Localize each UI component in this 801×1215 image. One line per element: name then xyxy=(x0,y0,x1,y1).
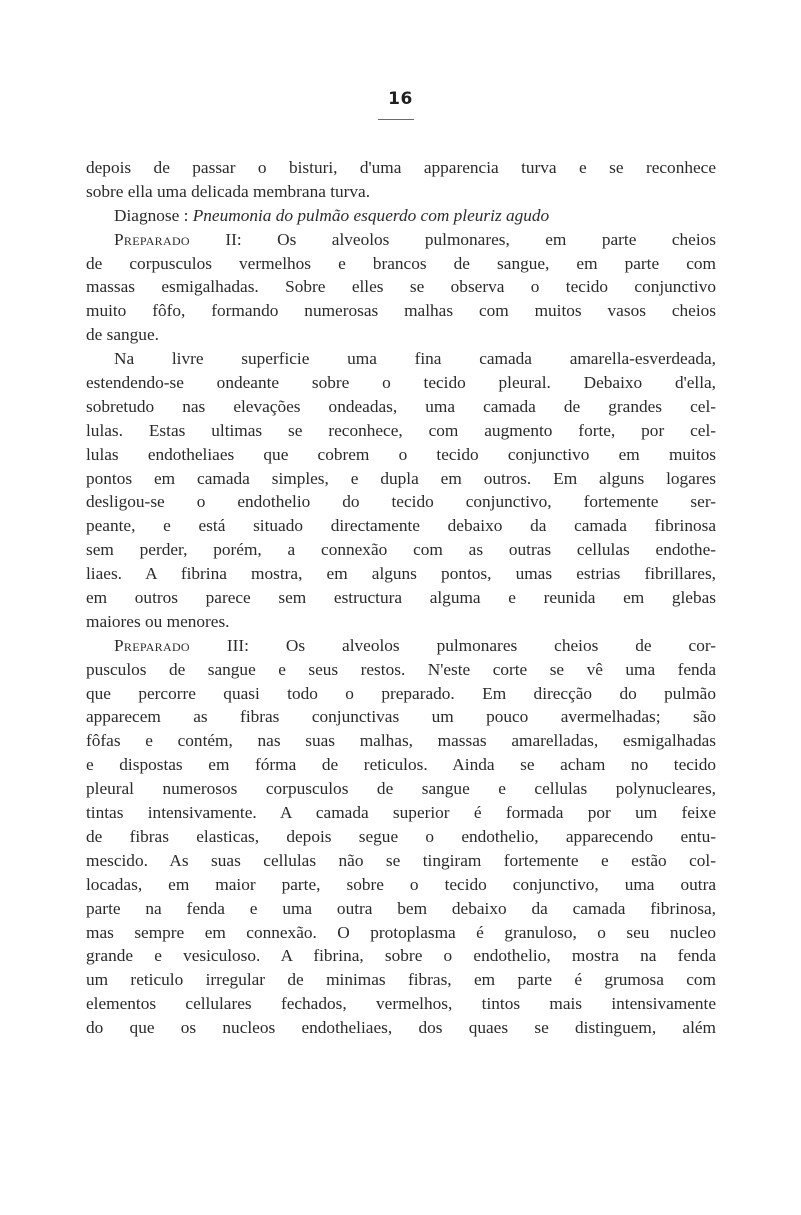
text-line: grande e vesiculoso. A fibrina, sobre o endothelio, mostra na fenda xyxy=(86,946,716,966)
text-line: estendendo-se ondeante sobre o tecido pleural. Debaixo d'ella, xyxy=(86,373,716,393)
text-line: de corpusculos vermelhos e brancos de sangue, em parte com xyxy=(86,253,716,273)
text-line: pusculos de sangue e seus restos. N'este corte se vê uma fenda xyxy=(86,659,716,679)
preparation-label: Preparado xyxy=(114,635,190,655)
text-line: mas sempre em connexão. O protoplasma é granuloso, o seu nucleo xyxy=(86,922,716,942)
text-line: de sangue. xyxy=(86,325,159,345)
page-number: 16 xyxy=(388,89,413,109)
text-line: locadas, em maior parte, sobre o tecido conjunctivo, uma outra xyxy=(86,874,716,894)
diagnosis-label: Diagnose : xyxy=(114,205,189,225)
body-text xyxy=(86,156,716,1040)
text-line: Na livre superficie uma fina camada amarella-esverdeada, xyxy=(114,349,716,369)
text-line: parte na fenda e uma outra bem debaixo da camada fibrinosa, xyxy=(86,898,716,918)
header-rule xyxy=(378,119,414,120)
text-line: pleural numerosos corpusculos de sangue e cellulas polynucleares, xyxy=(86,779,716,799)
text-line: sobretudo nas elevações ondeadas, uma camada de grandes cel- xyxy=(86,396,716,416)
text-line: lulas endotheliaes que cobrem o tecido conjunctivo em muitos xyxy=(86,444,716,464)
diagnosis-line xyxy=(86,204,716,228)
text-line: de fibras elasticas, depois segue o endothelio, apparecendo entu- xyxy=(86,826,716,846)
text-line: lulas. Estas ultimas se reconhece, com augmento forte, por cel- xyxy=(86,420,716,440)
text-line: sem perder, porém, a connexão com as outras cellulas endothe- xyxy=(86,540,716,560)
preparation-label: Preparado xyxy=(114,229,190,249)
text-line: do que os nucleos endotheliaes, dos quaes se distinguem, além xyxy=(86,1018,716,1038)
text-line: um reticulo irregular de minimas fibras, em parte é grumosa com xyxy=(86,970,716,990)
preparation-heading-line: Preparado II: Os alveolos pulmonares, em parte cheios xyxy=(114,229,716,249)
text-line: sobre ella uma delicada membrana turva. xyxy=(86,181,371,201)
text-line: desligou-se o endothelio do tecido conjunctivo, fortemente ser- xyxy=(86,492,716,512)
preparation-heading-line: Preparado III: Os alveolos pulmonares cheios de cor- xyxy=(114,635,717,655)
text-line: que percorre quasi todo o preparado. Em direcção do pulmão xyxy=(86,683,716,703)
text-line: liaes. A fibrina mostra, em alguns pontos, umas estrias fibrillares, xyxy=(86,564,716,584)
text-line: apparecem as fibras conjunctivas um pouco avermelhadas; são xyxy=(86,707,716,727)
text-line: e dispostas em fórma de reticulos. Ainda se acham no tecido xyxy=(86,755,716,775)
text-line: elementos cellulares fechados, vermelhos, tintos mais intensivamente xyxy=(86,994,716,1014)
diagnosis-value: Pneumonia do pulmão esquerdo com pleuriz agudo xyxy=(192,205,550,225)
text-line: mescido. As suas cellulas não se tingiram fortemente e estão col- xyxy=(86,850,716,870)
text-line: fôfas e contém, nas suas malhas, massas amarelladas, esmigalhadas xyxy=(86,731,716,751)
text-line: peante, e está situado directamente debaixo da camada fibrinosa xyxy=(86,516,716,536)
text-line: maiores ou menores. xyxy=(86,611,230,631)
text-line: tintas intensivamente. A camada superior é formada por um feixe xyxy=(86,803,716,823)
text-line: massas esmigalhadas. Sobre elles se observa o tecido conjunctivo xyxy=(86,277,716,297)
text-line: em outros parece sem estructura alguma e reunida em glebas xyxy=(86,588,716,608)
text-line: muito fôfo, formando numerosas malhas com muitos vasos cheios xyxy=(86,301,716,321)
text-line: depois de passar o bisturi, d'uma apparencia turva e se reconhece xyxy=(86,158,716,177)
text-line: pontos em camada simples, e dupla em outros. Em alguns logares xyxy=(86,468,716,488)
